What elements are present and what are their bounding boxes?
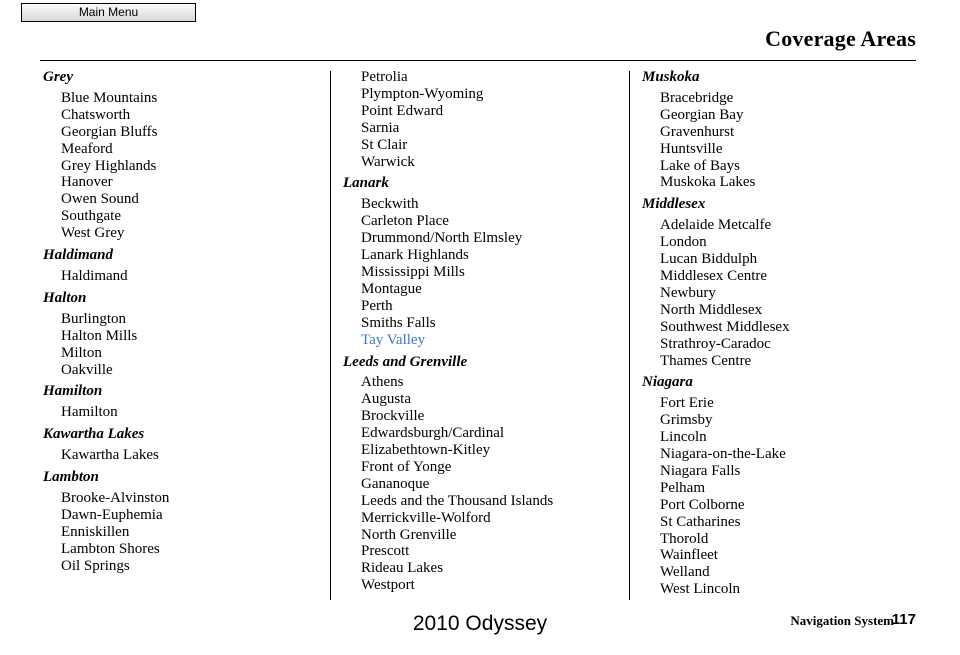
place-name: Halton Mills (61, 327, 138, 344)
place-name: Georgian Bluffs (61, 123, 158, 140)
region-group (642, 196, 927, 369)
page-title: Coverage Areas (765, 26, 916, 51)
place-name: Muskoka Lakes (660, 174, 756, 191)
region-group (343, 69, 628, 170)
place-name: Wainfleet (660, 547, 718, 564)
place-name: West Grey (61, 225, 125, 242)
place-name: Merrickville-Wolford (361, 509, 491, 526)
place-link[interactable]: Tay Valley (361, 331, 426, 348)
place-name: Fort Erie (660, 395, 714, 412)
place-name: Strathroy-Caradoc (660, 335, 771, 352)
place-name: Dawn-Euphemia (61, 506, 163, 523)
place-name: Beckwith (361, 196, 419, 213)
place-name: Burlington (61, 310, 127, 327)
place-name: Port Colborne (660, 496, 745, 513)
place-name: Edwardsburgh/Cardinal (361, 425, 505, 442)
place-name: Enniskillen (61, 523, 130, 540)
region-heading: Haldimand (43, 247, 114, 264)
place-name: Blue Mountains (61, 89, 158, 106)
region-heading: Middlesex (642, 196, 706, 213)
place-name: Lake of Bays (660, 157, 740, 174)
region-heading: Halton (43, 289, 87, 306)
place-name: Carleton Place (361, 213, 449, 230)
place-name: Milton (61, 344, 102, 361)
place-name: Oil Springs (61, 557, 130, 574)
place-name: Thorold (660, 530, 709, 547)
place-name: Prescott (361, 543, 410, 560)
region-group (43, 469, 328, 574)
place-name: Lucan Biddulph (660, 251, 758, 268)
place-name: Oakville (61, 361, 113, 378)
main-menu-button[interactable]: Main Menu (21, 3, 196, 22)
place-name: Drummond/North Elmsley (361, 230, 523, 247)
place-name: Huntsville (660, 140, 723, 157)
place-name: Lincoln (660, 429, 707, 446)
region-heading: Lanark (343, 175, 389, 192)
place-name: Westport (361, 577, 415, 594)
region-group (43, 247, 328, 285)
region-group (43, 426, 328, 464)
place-name: Point Edward (361, 102, 444, 119)
place-name: Grimsby (660, 412, 713, 429)
footer-label: Navigation System (790, 613, 894, 628)
place-name: Brockville (361, 408, 425, 425)
region-heading: Lambton (43, 469, 99, 486)
place-name: Mississippi Mills (361, 263, 465, 280)
region-group (43, 290, 328, 379)
place-name: Georgian Bay (660, 106, 744, 123)
place-name: Rideau Lakes (361, 560, 444, 577)
place-name: Leeds and the Thousand Islands (361, 492, 554, 509)
place-name: Gravenhurst (660, 123, 735, 140)
region-group (343, 175, 628, 348)
region-group (642, 69, 927, 191)
place-name: London (660, 234, 707, 251)
place-name: Brooke-Alvinston (61, 489, 170, 506)
column-divider (629, 71, 630, 600)
region-heading: Grey (43, 69, 73, 85)
region-group (43, 69, 328, 242)
place-name: Plympton-Wyoming (361, 85, 484, 102)
region-heading: Muskoka (642, 69, 700, 85)
coverage-column-3 (642, 69, 927, 598)
place-name: North Middlesex (660, 301, 763, 318)
region-heading: Hamilton (43, 383, 103, 400)
place-name: Athens (361, 374, 404, 391)
place-name: Thames Centre (660, 352, 752, 369)
region-group (642, 374, 927, 598)
place-name: Adelaide Metcalfe (660, 217, 772, 234)
place-name: Chatsworth (61, 106, 131, 123)
place-name: St Catharines (660, 513, 741, 530)
place-name: Newbury (660, 284, 716, 301)
place-name: Middlesex Centre (660, 267, 768, 284)
place-name: Gananoque (361, 475, 430, 492)
column-divider (330, 71, 331, 600)
place-name: Niagara-on-the-Lake (660, 446, 786, 463)
place-name: Southgate (61, 208, 121, 225)
watermark: 2010 Odyssey (412, 612, 548, 635)
region-group (43, 383, 328, 421)
region-heading: Leeds and Grenville (343, 353, 468, 370)
page-number: 117 (891, 611, 916, 628)
place-name: Sarnia (361, 119, 400, 136)
place-name: Front of Yonge (361, 458, 452, 475)
place-name: Perth (361, 297, 393, 314)
place-name: Smiths Falls (361, 314, 436, 331)
place-name: Elizabethtown-Kitley (361, 442, 491, 459)
place-name: Montague (361, 280, 422, 297)
place-name: Southwest Middlesex (660, 318, 790, 335)
region-group (343, 354, 628, 595)
place-name: West Lincoln (660, 581, 741, 598)
place-name: St Clair (361, 136, 408, 153)
place-name: Lambton Shores (61, 540, 160, 557)
region-heading: Kawartha Lakes (43, 426, 145, 443)
coverage-column-2 (343, 69, 628, 594)
place-name: Hamilton (61, 404, 118, 421)
place-name: Welland (660, 564, 710, 581)
title-divider (40, 60, 916, 61)
place-name: Bracebridge (660, 89, 734, 106)
region-heading: Niagara (642, 374, 693, 391)
place-name: Grey Highlands (61, 157, 157, 174)
place-name: Hanover (61, 174, 113, 191)
place-name: Warwick (361, 153, 415, 170)
place-name: Meaford (61, 140, 113, 157)
place-name: Pelham (660, 479, 705, 496)
place-name: Lanark Highlands (361, 247, 469, 264)
place-name: North Grenville (361, 526, 457, 543)
place-name: Haldimand (61, 267, 128, 284)
place-name: Augusta (361, 391, 411, 408)
place-name: Kawartha Lakes (61, 447, 159, 464)
place-name: Niagara Falls (660, 462, 741, 479)
coverage-column-1 (43, 69, 328, 574)
place-name: Owen Sound (61, 191, 139, 208)
place-name: Petrolia (361, 69, 408, 85)
